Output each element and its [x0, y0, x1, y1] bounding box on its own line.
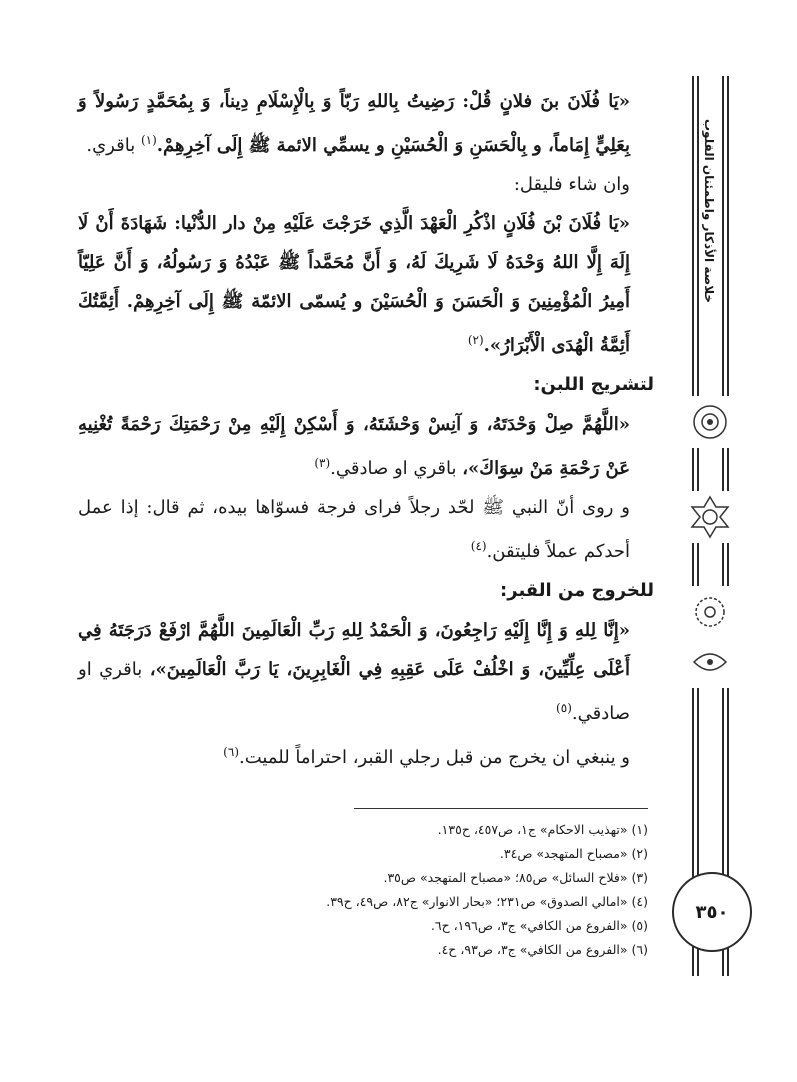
main-text	[78, 82, 654, 777]
footnote-divider	[354, 808, 648, 809]
prayer-paragraph: «يَا فُلَانَ بْنَ فُلَانٍ اذْكُرِ الْعَهْدَ الَّذِي خَرَجْتَ عَلَيْهِ مِنْ دار الدُّنْيا: شَهَادَةَ أَنْ لَا إِلَهَ إِلَّا اللهُ وَحْدَهُ لَا شَرِيكَ لَهُ، وَ أَنَّ مُحَمَّداً ﷺ عَبْدُهُ وَ رَسُولُهُ، وَ أَنَّ عَلِيّاً أَمِيرُ الْمُؤْمِنِينَ وَ الْحَسَنَ وَ الْحُسَيْنَ و يُسمّى الائمّة ﷺ إِلَى آخِرِهِمْ. أَئِمَّتُكَ أَئِمَّةُ الْهُدَى الْأَبْرَارُ».$^{(٢)}$	[78, 213, 630, 356]
footnote: (٦) «الفروع من الكافي» ج٣، ص٩٣، ح٤.	[437, 942, 648, 957]
footnote: (٢) «مصباح المتهجد» ص٣٤.	[499, 846, 648, 861]
prayer-paragraph: «يَا فُلَانَ بنَ فلانٍ قُلْ: رَضِيتُ بِاللهِ رَبّاً وَ بِالْإِسْلَامِ دِيناً، وَ بِمُحَمَّدٍ رَسُولاً وَ بِعَلِيٍّ إِمَاماً، و بِالْحَسَنِ وَ الْحُسَيْنِ و يسمِّي الائمة ﷺ إِلَى آخِرِهِمْ.$^{(١)}$ باقري.	[78, 91, 630, 156]
ornament-icon	[684, 636, 736, 688]
footnote: (٣) «فلاح السائل» ص٨٥؛ «مصباح المتهجد» ص٣٥.	[383, 870, 648, 885]
page-number: ٣٥٠	[672, 872, 752, 952]
footnote: (١) «تهذيب الاحكام» ج١، ص٤٥٧، ح١٣٥.	[437, 822, 648, 837]
footnotes	[150, 818, 648, 962]
footnote: (٥) «الفروع من الكافي» ج٣، ص١٩٦، ح٦.	[430, 918, 648, 933]
footnote: (٤) «امالي الصدوق» ص٢٣١؛ «بحار الانوار» ج٨٢، ص٤٩، ح٣٩.	[326, 894, 648, 909]
margin-border	[664, 76, 754, 976]
narration-paragraph: و روى أنّ النبي ﷺ لحّد رجلاً فراى فرجة فسوّاها بيده، ثم قال: إذا عمل أحدكم عملاً فليتقن.$^{(٤)}$	[78, 497, 630, 562]
intro-line: وان شاء فليقل:	[513, 174, 630, 195]
ornament-icon	[684, 586, 736, 638]
section-heading: لتشريج اللبن:	[533, 374, 654, 395]
narration-paragraph: و ينبغي ان يخرج من قبل رجلي القبر، احتراماً للميت.$^{(٦)}$	[223, 745, 630, 768]
prayer-paragraph: «إِنَّا لِلهِ وَ إِنَّا إِلَيْهِ رَاجِعُونَ، وَ الْحَمْدُ لِلهِ رَبِّ الْعَالَمِينَ اللَّهُمَّ ارْفَعْ دَرَجَتَهُ فِي أَعْلَى عِلِّيِّينَ، وَ اخْلُفْ عَلَى عَقِبِهِ فِي الْغَابِرِينَ، يَا رَبَّ الْعَالَمِينَ»، باقري او صادقي.$^{(٥)}$	[78, 620, 630, 724]
running-title: خلاصة الأذكار واطمئنان القلوب	[664, 96, 754, 326]
medallion-icon	[684, 491, 736, 543]
prayer-paragraph: «اللَّهُمَّ صِلْ وَحْدَتَهُ، وَ آنِسْ وَحْشَتَهُ، وَ أَسْكِنْ إِلَيْهِ مِنْ رَحْمَتِكَ رَحْمَةً تُغْنِيهِ عَنْ رَحْمَةِ مَنْ سِوَاكَ»، باقري او صادقي.$^{(٣)}$	[78, 414, 630, 479]
section-heading: للخروج من القبر:	[500, 580, 654, 601]
ornament-icon	[684, 396, 736, 448]
